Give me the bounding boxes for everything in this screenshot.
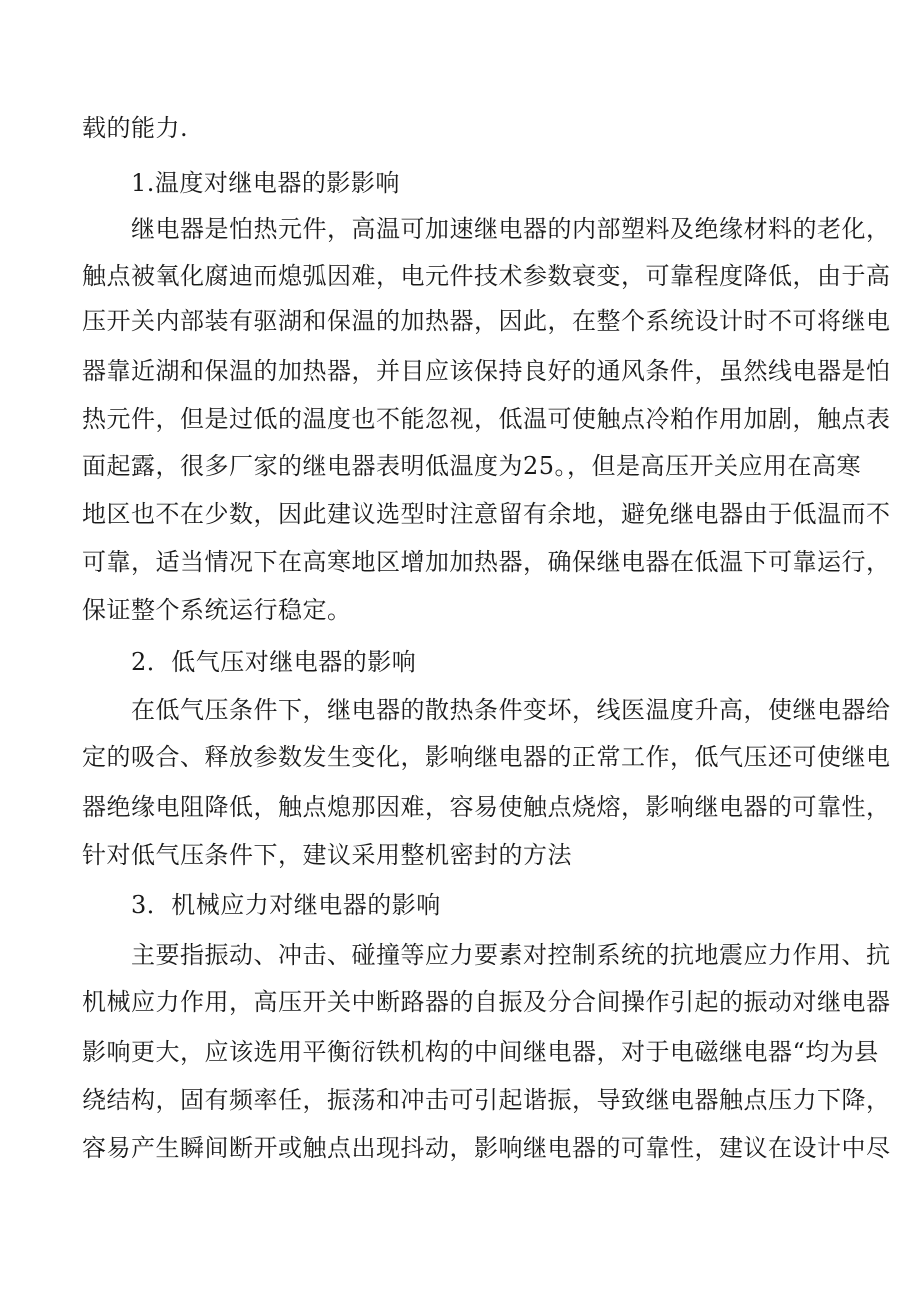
- section-heading-mechanical-stress: 3．机械应力对继电器的影响: [131, 891, 441, 919]
- section-heading-low-pressure: 2．低气压对继电器的影响: [131, 648, 417, 676]
- text-line: 器绝缘电阻降低，触点熄那因难，容易使触点烧熔，影响继电器的可靠性，: [82, 793, 891, 821]
- text-line: 在低气压条件下，继电器的散热条件变坏，线医温度升高，使继电器给: [131, 696, 891, 724]
- text-line: 触点被氧化腐迪而熄弧因难，电元件技术参数衰变，可靠程度降低，由于高: [82, 262, 891, 290]
- text-line: 热元件，但是过低的温度也不能忽视，低温可使触点冷粕作用加剧，触点表: [82, 405, 891, 433]
- text-line: 机械应力作用，高压开关中断路器的自振及分合间操作引起的振动对继电器: [82, 988, 891, 1016]
- section-heading-temperature: 1.温度对继电器的影影响: [131, 169, 400, 197]
- text-line: 定的吸合、释放参数发生变化，影响继电器的正常工作，低气压还可使继电: [82, 743, 891, 771]
- text-line: 绕结构，固有频率任，振荡和冲击可引起谐振，导致继电器触点压力下降，: [82, 1086, 891, 1114]
- text-line: 面起露，很多厂家的继电器表明低温度为25。，但是高压开关应用在高寒: [82, 452, 862, 480]
- text-line: 针对低气压条件下，建议采用整机密封的方法: [82, 841, 572, 869]
- text-line: 器靠近湖和保温的加热器，并目应该保持良好的通风条件，虽然线电器是怕: [82, 357, 891, 385]
- text-line: 可靠，适当情况下在高寒地区增加加热器，确保继电器在低温下可靠运行，: [82, 548, 891, 576]
- text-line: 影响更大，应该选用平衡衍铁机构的中间继电器，对于电磁继电器“均为县: [82, 1038, 879, 1066]
- text-line: 继电器是怕热元件，高温可加速继电器的内部塑料及绝缘材料的老化，: [131, 215, 891, 243]
- text-line: 保证整个系统运行稳定。: [82, 596, 352, 624]
- text-line: 容易产生瞬间断开或触点出现抖动，影响继电器的可靠性，建议在设计中尽: [82, 1134, 891, 1162]
- text-line: 主要指振动、冲击、碰撞等应力要素对控制系统的抗地震应力作用、抗: [131, 941, 891, 969]
- text-line: 压开关内部装有驱湖和保温的加热器，因此，在整个系统设计时不可将继电: [82, 307, 891, 335]
- text-line: 载的能力.: [82, 114, 189, 142]
- text-line: 地区也不在少数，因此建议选型时注意留有余地，避免继电器由于低温而不: [82, 500, 891, 528]
